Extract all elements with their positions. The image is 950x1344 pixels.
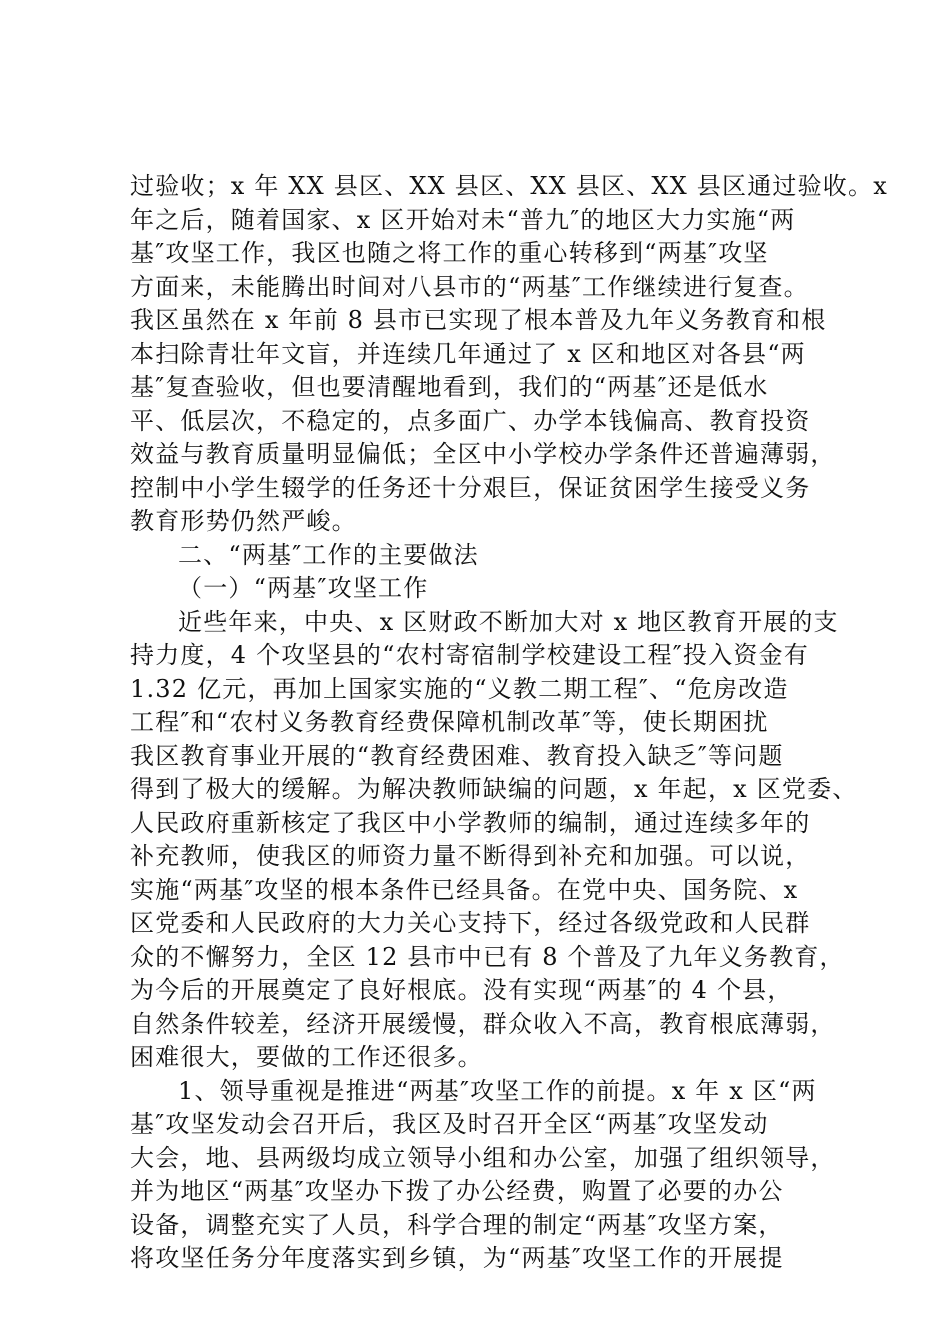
- text-line: 自然条件较差，经济开展缓慢，群众收入不高，教育根底薄弱，: [130, 1009, 836, 1038]
- text-line: 众的不懈努力，全区 12 县市中已有 8 个普及了九年义务教育，: [130, 942, 845, 971]
- text-line: 过验收；x 年 XX 县区、XX 县区、XX 县区、XX 县区通过验收。x: [130, 172, 888, 200]
- text-line: 本扫除青壮年文盲，并连续几年通过了 x 区和地区对各县“两: [130, 339, 806, 368]
- text-line: 得到了极大的缓解。为解决教师缺编的问题，x 年起，x 区党委、: [130, 775, 858, 803]
- text-line: 大会，地、县两级均成立领导小组和办公室，加强了组织领导，: [130, 1143, 836, 1172]
- text-line: 我区虽然在 x 年前 8 县市已实现了根本普及九年义务教育和根: [130, 306, 827, 334]
- text-line: 人民政府重新核定了我区中小学教师的编制，通过连续多年的: [130, 808, 811, 837]
- text-line: 教育形势仍然严峻。: [130, 507, 357, 535]
- text-line: 补充教师，使我区的师资力量不断得到补充和加强。可以说，: [130, 842, 811, 870]
- text-line: 1、领导重视是推进“两基″攻坚工作的前提。x 年 x 区“两: [178, 1076, 817, 1105]
- text-line: 基″攻坚发动会召开后，我区及时召开全区“两基″攻坚发动: [130, 1110, 769, 1138]
- text-line: 1.32 亿元，再加上国家实施的“义教二期工程″、“危房改造: [130, 674, 789, 703]
- text-line: 困难很大，要做的工作还很多。: [130, 1043, 483, 1071]
- text-line: 将攻坚任务分年度落实到乡镇，为“两基″攻坚工作的开展提: [130, 1244, 784, 1272]
- document-body: [130, 170, 888, 1276]
- text-line: 基″攻坚工作，我区也随之将工作的重心转移到“两基″攻坚: [130, 239, 769, 267]
- text-line: 近些年来，中央、x 区财政不断加大对 x 地区教育开展的支: [178, 607, 839, 636]
- text-line: 持力度，4 个攻坚县的“农村寄宿制学校建设工程″投入资金有: [130, 641, 809, 669]
- subsection-heading: （一）“两基″攻坚工作: [178, 574, 429, 602]
- text-line: 实施“两基″攻坚的根本条件已经具备。在党中央、国务院、x: [130, 875, 799, 904]
- text-line: 设备，调整充实了人员，科学合理的制定“两基″攻坚方案，: [130, 1210, 784, 1239]
- section-heading: 二、“两基″工作的主要做法: [178, 540, 479, 569]
- text-line: 区党委和人民政府的大力关心支持下，经过各级党政和人民群: [130, 909, 811, 937]
- text-line: 工程″和“农村义务教育经费保障机制改革″等，使长期困扰: [130, 708, 769, 736]
- text-line: 控制中小学生辍学的任务还十分艰巨，保证贫困学生接受义务: [130, 473, 811, 502]
- text-line: 方面来，未能腾出时间对八县市的“两基″工作继续进行复查。: [130, 272, 809, 301]
- text-line: 并为地区“两基″攻坚办下拨了办公经费，购置了必要的办公: [130, 1177, 784, 1205]
- text-line: 为今后的开展奠定了良好根底。没有实现“两基″的 4 个县，: [130, 976, 793, 1004]
- text-line: 平、低层次，不稳定的，点多面广、办学本钱偏高、教育投资: [130, 406, 811, 435]
- text-line: 年之后，随着国家、x 区开始对未“普九″的地区大力实施“两: [130, 205, 796, 234]
- text-line: 我区教育事业开展的“教育经费困难、教育投入缺乏″等问题: [130, 741, 784, 770]
- text-line: 效益与教育质量明显偏低；全区中小学校办学条件还普遍薄弱，: [130, 440, 836, 468]
- text-line: 基″复查验收，但也要清醒地看到，我们的“两基″还是低水: [130, 373, 769, 401]
